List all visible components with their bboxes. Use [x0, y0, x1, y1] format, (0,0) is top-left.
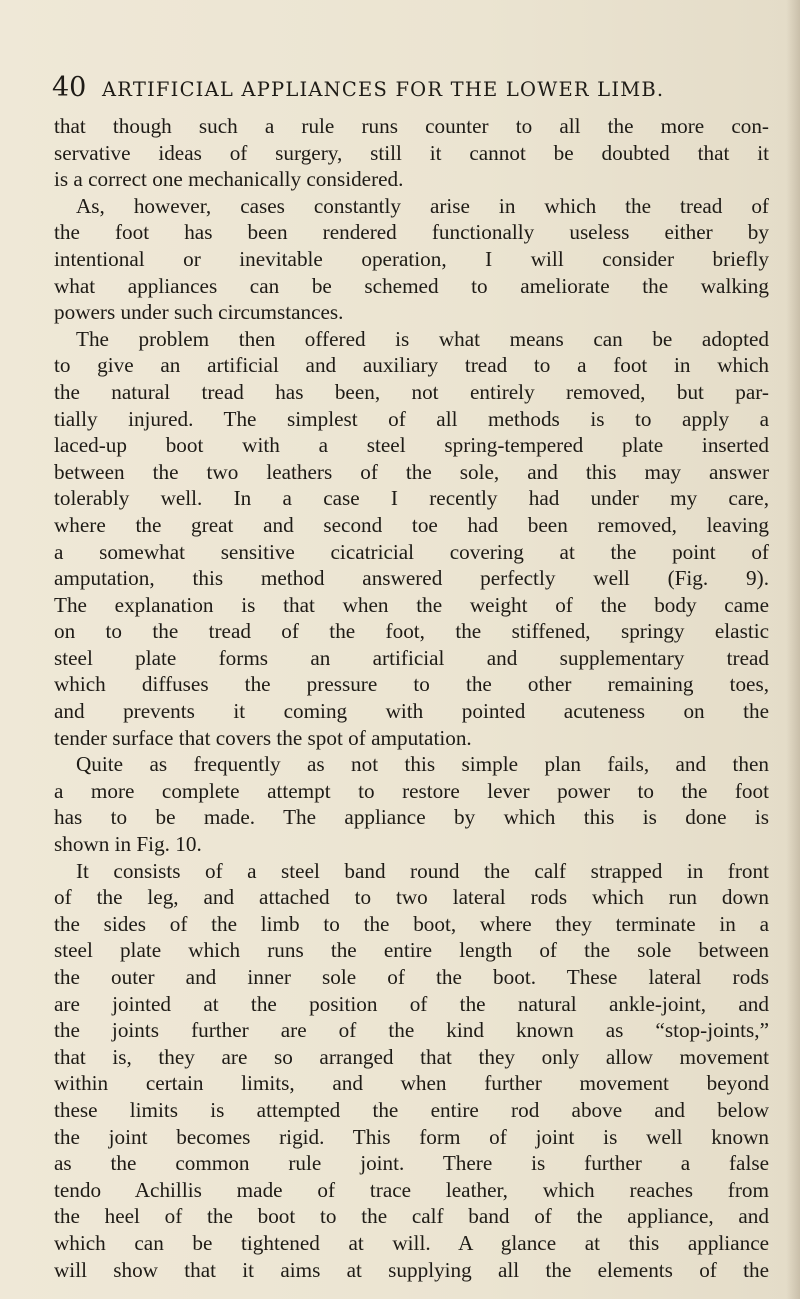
page-number: 40 — [52, 72, 87, 103]
text-line: where the great and second toe had been removed, leaving — [54, 512, 769, 537]
text-line: powers under such circumstances. — [54, 300, 344, 325]
body-text — [54, 113, 769, 1283]
page-edge-shadow — [786, 0, 800, 1299]
text-line: the sides of the limb to the boot, where they terminate in a — [54, 911, 769, 936]
text-line: has to be made. The appliance by which this is done is — [54, 805, 769, 830]
text-line: It consists of a steel band round the calf strapped in front — [76, 858, 769, 883]
text-line: Quite as frequently as not this simple plan fails, and then — [76, 752, 769, 777]
text-line: steel plate which runs the entire length of the sole between — [54, 938, 769, 963]
text-line: shown in Fig. 10. — [54, 832, 202, 857]
text-line: which can be tightened at will. A glance at this appliance — [54, 1230, 769, 1255]
text-line: that though such a rule runs counter to all the more con- — [54, 114, 769, 138]
text-line: intentional or inevitable operation, I will consider briefly — [54, 246, 769, 271]
text-line: tially injured. The simplest of all methods is to apply a — [54, 406, 769, 431]
text-line: the heel of the boot to the calf band of the appliance, and — [54, 1204, 769, 1229]
text-line: that is, they are so arranged that they only allow movement — [54, 1044, 769, 1069]
text-line: what appliances can be schemed to ameliorate the walking — [54, 273, 769, 298]
text-line: is a correct one mechanically considered. — [54, 167, 404, 192]
text-line: to give an artificial and auxiliary tread to a foot in which — [54, 353, 769, 378]
running-head — [52, 70, 752, 110]
text-line: The explanation is that when the weight of the body came — [54, 592, 769, 617]
text-line: are jointed at the position of the natural ankle-joint, and — [54, 991, 769, 1016]
text-line: tendo Achillis made of trace leather, which reaches from — [54, 1177, 769, 1202]
text-line: will show that it aims at supplying all the elements of the — [54, 1257, 769, 1282]
text-line: between the two leathers of the sole, and this may answer — [54, 459, 769, 484]
text-line: of the leg, and attached to two lateral rods which run down — [54, 885, 769, 910]
text-line: on to the tread of the foot, the stiffened, springy elastic — [54, 619, 769, 644]
text-line: the natural tread has been, not entirely removed, but par- — [54, 379, 769, 404]
running-title: ARTIFICIAL APPLIANCES FOR THE LOWER LIMB. — [102, 78, 665, 101]
text-line: within certain limits, and when further movement beyond — [54, 1071, 769, 1096]
text-line: laced-up boot with a steel spring-tempered plate inserted — [54, 433, 769, 458]
text-line: tender surface that covers the spot of amputation. — [54, 725, 472, 750]
text-line: The problem then offered is what means can be adopted — [76, 326, 769, 351]
text-line: tolerably well. In a case I recently had under my care, — [54, 486, 769, 511]
text-line: the outer and inner sole of the boot. These lateral rods — [54, 965, 769, 989]
text-line: the joint becomes rigid. This form of joint is well known — [54, 1124, 769, 1149]
text-line: the joints further are of the kind known as “stop-joints,” — [54, 1018, 769, 1043]
text-line: which diffuses the pressure to the other remaining toes, — [54, 672, 769, 697]
text-line: a more complete attempt to restore lever power to the foot — [54, 778, 769, 803]
text-line: these limits is attempted the entire rod above and below — [54, 1097, 769, 1122]
text-line: steel plate forms an artificial and supplementary tread — [54, 645, 769, 670]
text-line: amputation, this method answered perfectly well (Fig. 9). — [54, 566, 769, 591]
text-line: a somewhat sensitive cicatricial covering at the point of — [54, 539, 769, 564]
text-line: the foot has been rendered functionally useless either by — [54, 220, 769, 245]
text-line: as the common rule joint. There is further a false — [54, 1151, 769, 1176]
text-line: and prevents it coming with pointed acuteness on the — [54, 699, 769, 724]
text-line: As, however, cases constantly arise in which the tread of — [76, 193, 769, 218]
text-line: servative ideas of surgery, still it cannot be doubted that it — [54, 140, 769, 165]
